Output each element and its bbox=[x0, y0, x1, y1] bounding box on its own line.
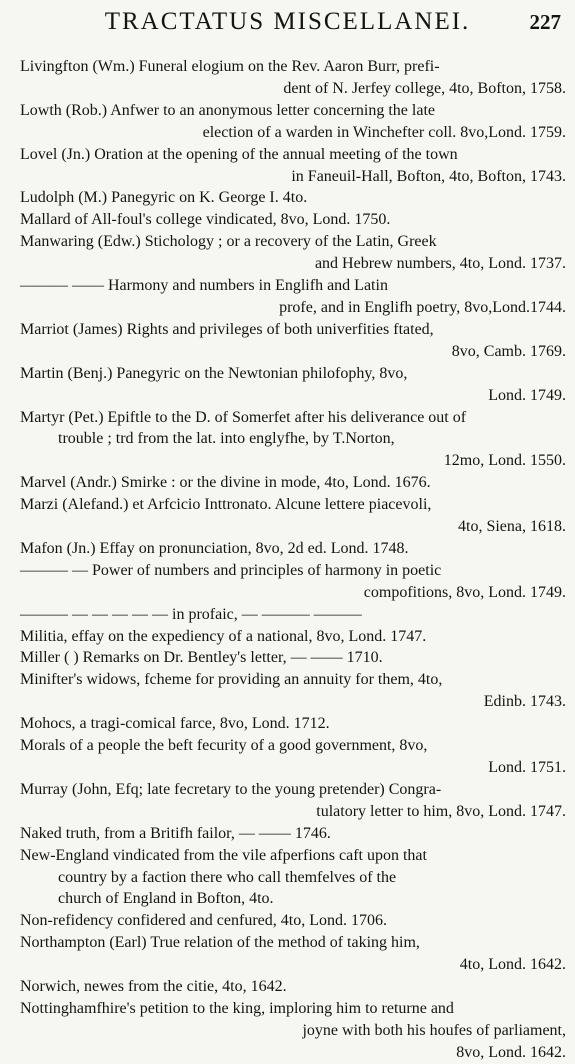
entry-continuation-line: 8vo, Lond. 1642. bbox=[456, 1043, 566, 1061]
entry-continuation-line: dent of N. Jerfey college, 4to, Bofton, 1758. bbox=[283, 79, 566, 97]
entry-continuation-line: Edinb. 1743. bbox=[483, 693, 566, 711]
entry-heading-line: Northampton (Earl) True relation of the method of taking him, bbox=[20, 934, 420, 952]
entry-continuation-line: tulatory letter to him, 8vo, Lond. 1747. bbox=[316, 802, 566, 820]
entry-continuation-line: trouble ; trd from the lat. into englyfhe, by T.Norton, bbox=[58, 430, 395, 448]
entry-heading-line: Martin (Benj.) Panegyric on the Newtonian philofophy, 8vo, bbox=[20, 364, 408, 382]
entry-heading-line: Mohocs, a tragi-comical farce, 8vo, Lond. 1712. bbox=[20, 715, 330, 733]
catalogue-entry bbox=[20, 319, 566, 363]
catalogue-entry bbox=[20, 407, 566, 473]
catalogue-entry bbox=[20, 845, 566, 911]
entry-continuation-line: 4to, Siena, 1618. bbox=[458, 518, 566, 536]
catalogue-entry bbox=[20, 275, 566, 319]
entry-heading-line: Martyr (Pet.) Epiftle to the D. of Somerfet after his deliverance out of bbox=[20, 408, 467, 426]
catalogue-entry bbox=[20, 932, 566, 976]
catalogue-entry bbox=[20, 626, 566, 648]
entry-continuation-line: church of England in Bofton, 4to. bbox=[58, 890, 274, 908]
catalogue-entry bbox=[20, 363, 566, 407]
entry-heading-line: New-England vindicated from the vile afperfions caft upon that bbox=[20, 846, 427, 864]
entry-continuation-line: joyne with both his houfes of parliament, bbox=[302, 1021, 566, 1039]
entry-heading-line: ——— — — — — — in profaic, — ——— ——— bbox=[20, 605, 362, 623]
entry-heading-line: Naked truth, from a Britifh failor, — —— 1746. bbox=[20, 824, 331, 842]
entry-continuation-line: 4to, Lond. 1642. bbox=[459, 956, 566, 974]
entry-heading-line: Manwaring (Edw.) Stichology ; or a recovery of the Latin, Greek bbox=[20, 233, 437, 251]
entry-continuation-line: Lond. 1751. bbox=[488, 759, 566, 776]
catalogue-entry bbox=[20, 472, 566, 494]
entry-continuation-line: in Faneuil-Hall, Bofton, 4to, Bofton, 1743. bbox=[291, 167, 566, 185]
running-header bbox=[0, 6, 575, 38]
catalogue-entry bbox=[20, 187, 566, 209]
entry-heading-line: Minifter's widows, fcheme for providing an annuity for them, 4to, bbox=[20, 671, 443, 689]
entry-heading-line: Marzi (Alefand.) et Arfcicio Inttronato. Alcune lettere piacevoli, bbox=[20, 496, 432, 514]
entry-continuation-line: Lond. 1749. bbox=[488, 386, 566, 404]
entry-heading-line: Livingfton (Wm.) Funeral elogium on the Rev. Aaron Burr, prefi- bbox=[20, 58, 440, 75]
entry-heading-line: Morals of a people the beft fecurity of a good government, 8vo, bbox=[20, 737, 428, 755]
entry-heading-line: Lowth (Rob.) Anfwer to an anonymous letter concerning the late bbox=[20, 101, 435, 119]
entry-heading-line: Murray (John, Efq; late fecretary to the young pretender) Congra- bbox=[20, 780, 442, 798]
catalogue-entry bbox=[20, 209, 566, 231]
entry-heading-line: Norwich, newes from the citie, 4to, 1642. bbox=[20, 978, 287, 996]
page-number: 227 bbox=[529, 10, 561, 34]
catalogue-entry bbox=[20, 910, 566, 932]
entry-continuation-line: country by a faction there who call themfelves of the bbox=[58, 868, 397, 886]
entry-heading-line: Mafon (Jn.) Effay on pronunciation, 8vo, 2d ed. Lond. 1748. bbox=[20, 539, 409, 557]
catalogue-entry bbox=[20, 998, 566, 1064]
catalogue-entry bbox=[20, 713, 566, 735]
catalogue-entries bbox=[20, 56, 566, 1064]
entry-continuation-line: 12mo, Lond. 1550. bbox=[443, 452, 566, 470]
entry-heading-line: Marvel (Andr.) Smirke : or the divine in mode, 4to, Lond. 1676. bbox=[20, 474, 431, 492]
catalogue-entry bbox=[20, 823, 566, 845]
entry-heading-line: Ludolph (M.) Panegyric on K. George I. 4to. bbox=[20, 189, 308, 207]
catalogue-entry bbox=[20, 669, 566, 713]
entry-continuation-line: profe, and in Englifh poetry, 8vo,Lond.1744. bbox=[279, 298, 566, 316]
entry-heading-line: Marriot (James) Rights and privileges of both univerfities ftated, bbox=[20, 320, 434, 338]
entry-heading-line: Mallard of All-foul's college vindicated, 8vo, Lond. 1750. bbox=[20, 211, 391, 229]
catalogue-entry bbox=[20, 144, 566, 188]
catalogue-entry bbox=[20, 604, 566, 626]
entry-heading-line: Nottinghamfhire's petition to the king, imploring him to returne and bbox=[20, 999, 454, 1017]
catalogue-entry bbox=[20, 100, 566, 144]
entry-continuation-line: 8vo, Camb. 1769. bbox=[451, 342, 566, 360]
entry-heading-line: Miller ( ) Remarks on Dr. Bentley's letter, — —— 1710. bbox=[20, 649, 383, 667]
running-title: TRACTATUS MISCELLANEI. bbox=[104, 8, 471, 35]
catalogue-entry bbox=[20, 735, 566, 779]
entry-heading-line: Lovel (Jn.) Oration at the opening of the annual meeting of the town bbox=[20, 145, 458, 163]
catalogue-entry bbox=[20, 231, 566, 275]
catalogue-entry bbox=[20, 494, 566, 538]
catalogue-entry bbox=[20, 560, 566, 604]
catalogue-entry bbox=[20, 56, 566, 100]
entry-heading-line: Militia, effay on the expediency of a national, 8vo, Lond. 1747. bbox=[20, 627, 427, 645]
entry-continuation-line: election of a warden in Winchefter coll. 8vo,Lond. 1759. bbox=[202, 123, 566, 141]
catalogue-entry bbox=[20, 779, 566, 823]
entry-heading-line: ——— — Power of numbers and principles of harmony in poetic bbox=[20, 561, 442, 579]
catalogue-entry bbox=[20, 538, 566, 560]
entry-heading-line: Non-refidency confidered and cenfured, 4to, Lond. 1706. bbox=[20, 912, 387, 930]
catalogue-entry bbox=[20, 976, 566, 998]
catalogue-entry bbox=[20, 647, 566, 669]
entry-heading-line: ——— —— Harmony and numbers in Englifh and Latin bbox=[20, 277, 388, 295]
entry-continuation-line: and Hebrew numbers, 4to, Lond. 1737. bbox=[314, 255, 566, 273]
entry-continuation-line: compofitions, 8vo, Lond. 1749. bbox=[363, 583, 566, 601]
